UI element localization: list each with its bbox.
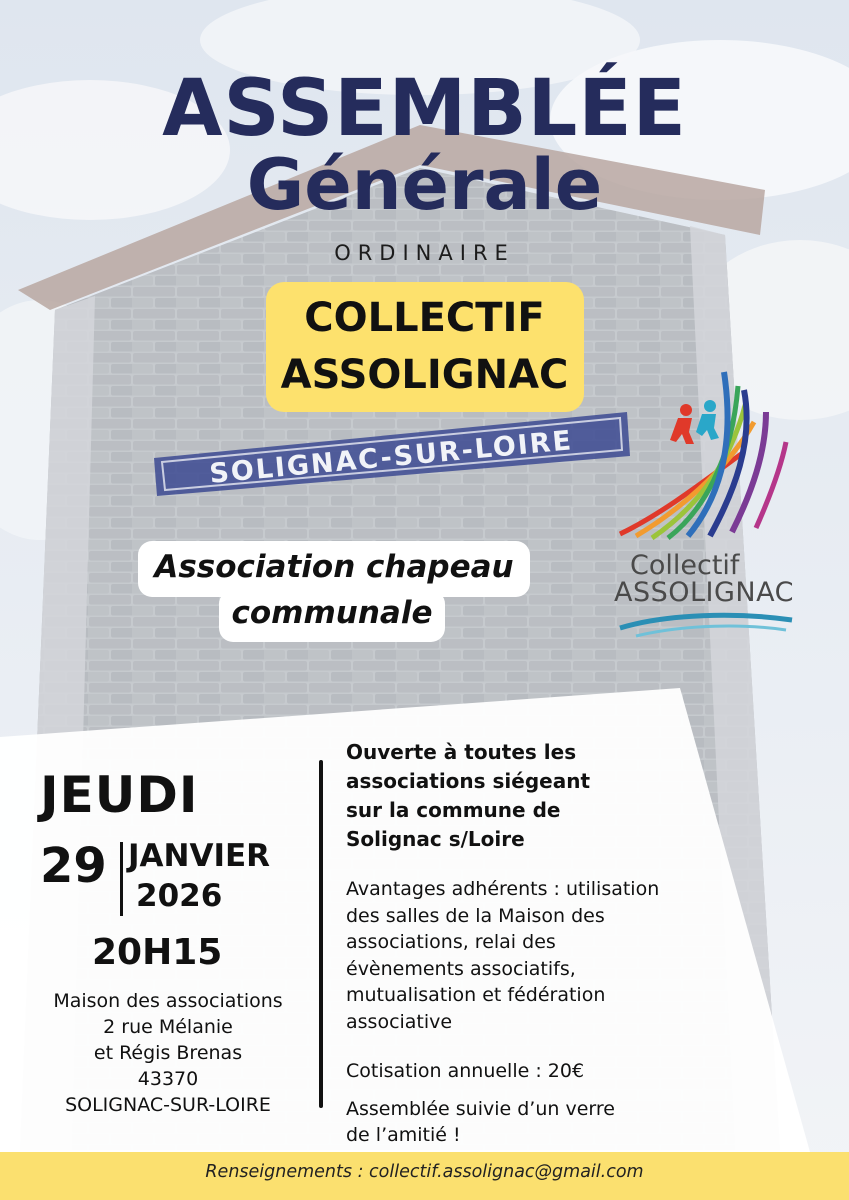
open-line: Ouverte à toutes les	[346, 740, 577, 764]
tagline-line-1: Association chapeau	[154, 549, 514, 585]
station-sign-text: SOLIGNAC-SUR-LOIRE	[208, 425, 575, 490]
closing-note	[346, 1096, 706, 1148]
benefits-line: des salles de la Maison des	[346, 904, 605, 927]
benefits-line: associative	[346, 1010, 453, 1033]
footer-contact[interactable]: Renseignements : collectif.assolignac@gmail.com	[205, 1162, 644, 1182]
column-divider	[319, 760, 323, 1108]
annual-fee: Cotisation annuelle : 20€	[346, 1060, 585, 1082]
open-line: Solignac s/Loire	[346, 827, 525, 851]
address-line: 2 rue Mélanie	[103, 1016, 233, 1038]
open-line: associations siégeant	[346, 769, 591, 793]
tagline-line-2: communale	[231, 595, 433, 631]
closing-line: de l’amitié !	[346, 1124, 461, 1146]
address-line: et Régis Brenas	[93, 1042, 243, 1064]
address-line: 43370	[137, 1068, 199, 1090]
open-to-associations	[346, 738, 646, 854]
address-line: Maison des associations	[53, 990, 283, 1012]
logo-text-assolignac: ASSOLIGNAC	[614, 577, 794, 608]
member-benefits	[346, 876, 736, 1035]
event-year: 2026	[136, 878, 223, 914]
collectif-logo-icon	[606, 362, 806, 652]
benefits-line: associations, relai des	[346, 931, 556, 953]
organizer-line-2: ASSOLIGNAC	[280, 352, 569, 398]
title-assemblee: ASSEMBLÉE	[162, 64, 687, 154]
event-address	[18, 988, 318, 1118]
event-month: JANVIER	[128, 838, 271, 874]
organizer-line-1: COLLECTIF	[304, 295, 545, 341]
benefits-line: Avantages adhérents : utilisation	[346, 878, 660, 900]
event-weekday: JEUDI	[40, 766, 199, 824]
address-line: SOLIGNAC-SUR-LOIRE	[65, 1094, 271, 1116]
date-divider	[120, 842, 123, 916]
title-generale: Générale	[246, 144, 603, 226]
benefits-line: mutualisation et fédération	[346, 984, 606, 1006]
event-day: 29	[40, 838, 107, 894]
event-time: 20H15	[92, 932, 223, 973]
closing-line: Assemblée suivie d’un verre	[346, 1098, 615, 1120]
logo-text-collectif: Collectif	[630, 550, 740, 581]
subtitle-ordinaire: ORDINAIRE	[334, 241, 515, 265]
open-line: sur la commune de	[346, 798, 561, 822]
benefits-line: évènements associatifs,	[346, 957, 576, 980]
